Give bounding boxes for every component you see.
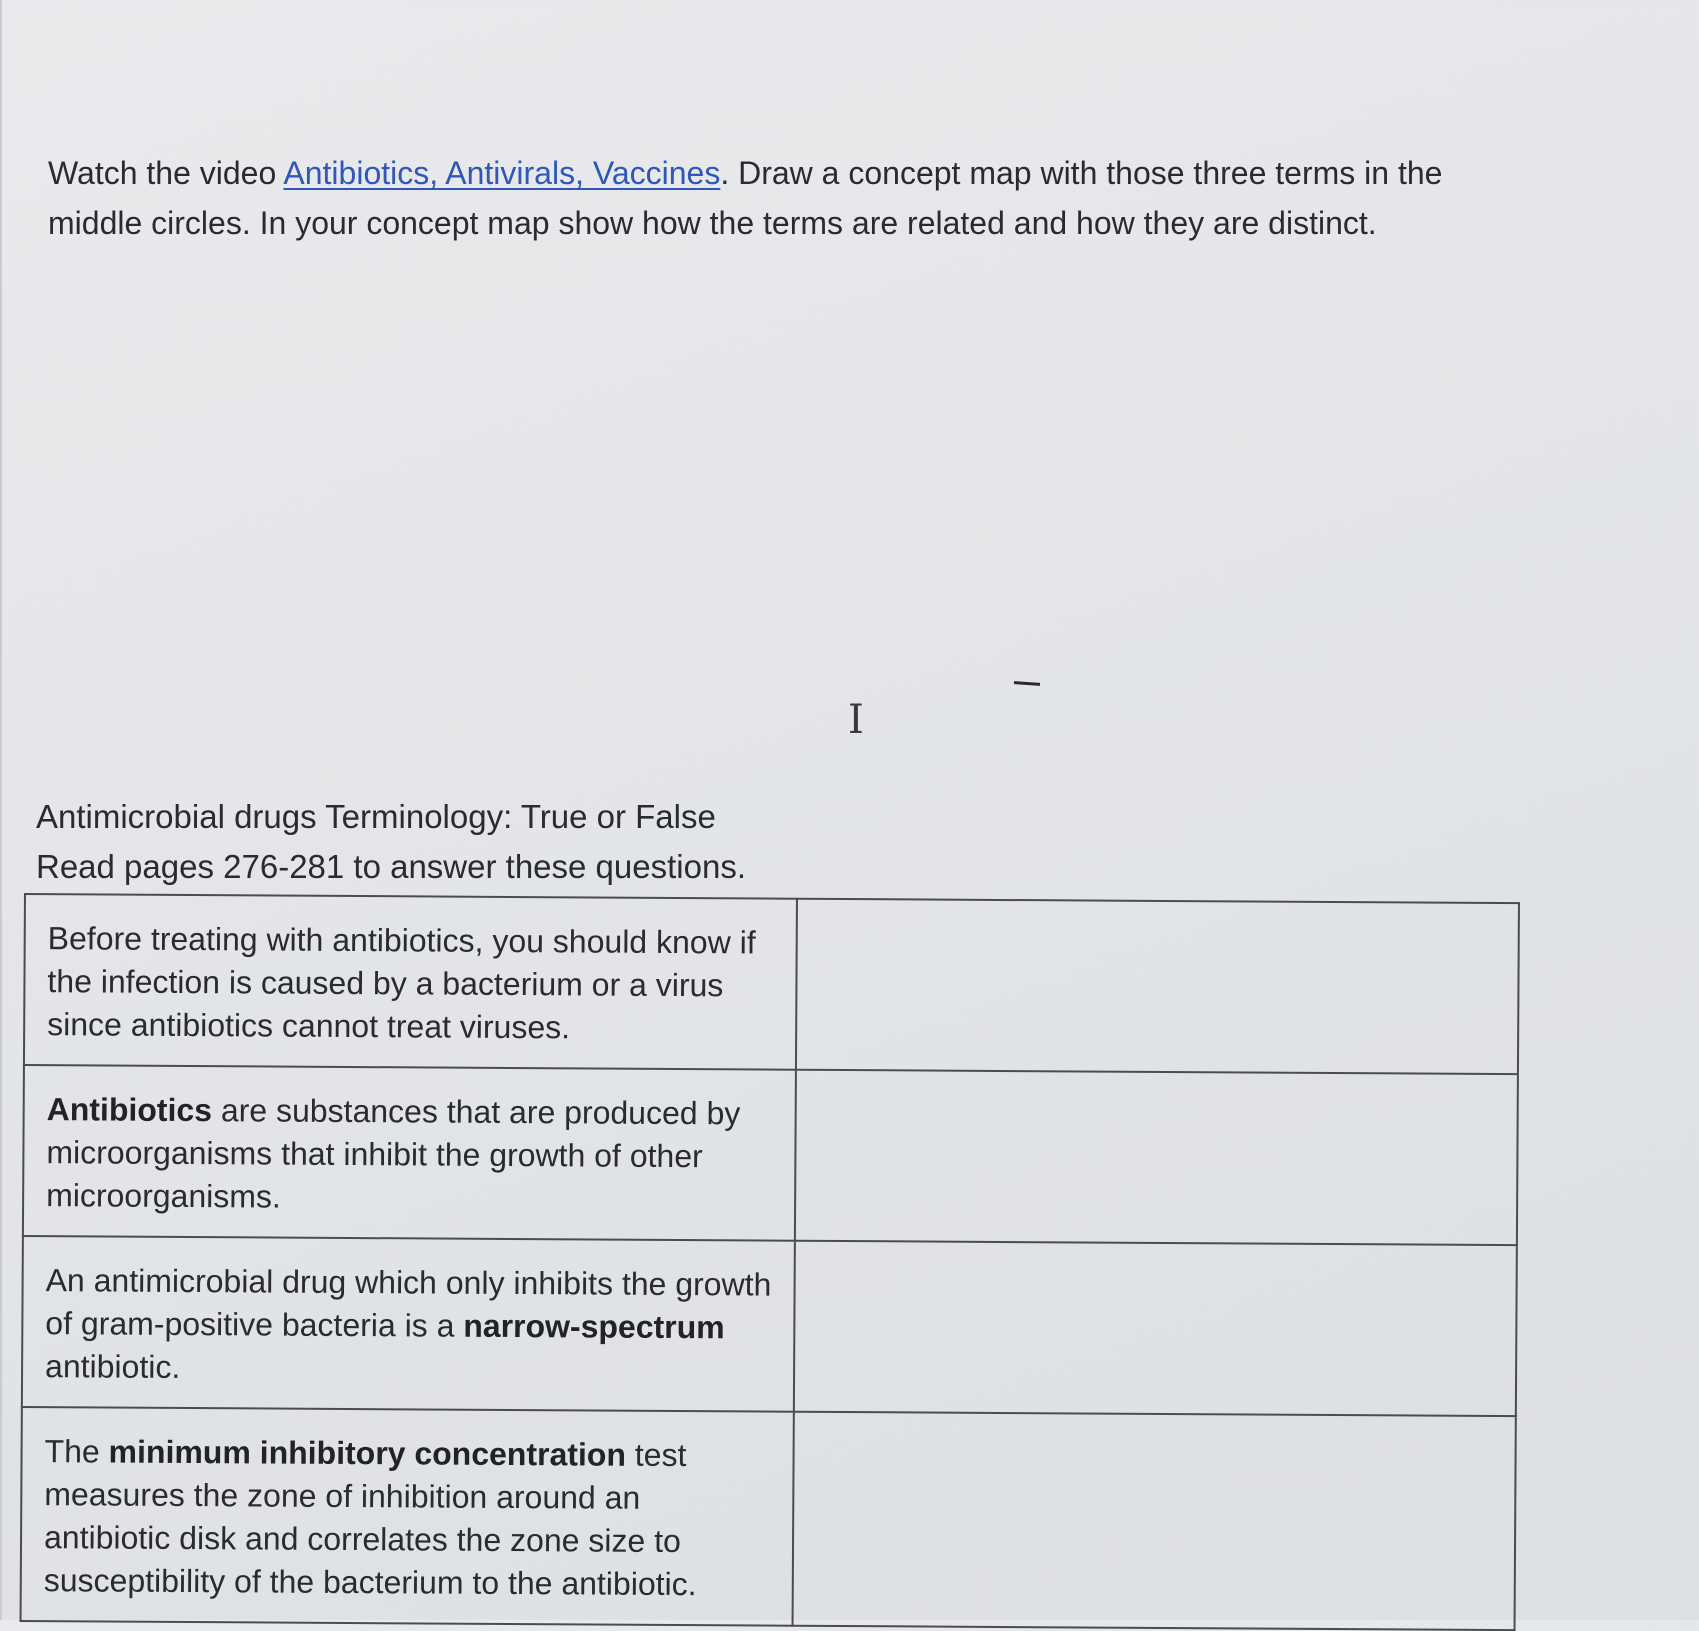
true-false-table [20, 893, 1520, 1631]
section-heading [36, 792, 746, 892]
statement-bold-term: minimum inhibitory concentration [109, 1434, 627, 1473]
answer-cell[interactable] [793, 1412, 1516, 1630]
table-row [21, 1407, 1516, 1630]
statement-bold-term: narrow-spectrum [463, 1308, 725, 1346]
text-cursor-icon: I [848, 700, 864, 740]
answer-cell[interactable] [794, 1241, 1517, 1416]
statement-text-end: test measures the zone of inhibition around an antibiotic disk and correlates the zone size to susceptibility of the bacterium to the antibiotic. [44, 1437, 697, 1602]
statement-text-end: antibiotic. [45, 1348, 180, 1385]
stray-pen-mark [1014, 681, 1040, 686]
statement-cell [21, 1407, 794, 1626]
instructions-prefix: Watch the video [48, 155, 283, 191]
statement-cell [22, 1236, 795, 1412]
statement-text: Before treating with antibiotics, you should know if the infection is caused by a bacterium or a virus since antibiotics cannot treat viruses. [47, 920, 756, 1045]
instructions-paragraph [48, 148, 1488, 248]
table-row [22, 1236, 1517, 1416]
statement-text-end: are substances that are produced by microorganisms that inhibit the growth of other microorganisms. [46, 1092, 740, 1214]
section-subtitle: Read pages 276-281 to answer these questions. [36, 842, 746, 892]
table-row [24, 894, 1519, 1074]
table-row [23, 1065, 1518, 1245]
statement-cell [23, 1065, 796, 1241]
statement-text: An antimicrobial drug which only inhibits the growth of gram-positive bacteria is a [45, 1262, 771, 1344]
section-title: Antimicrobial drugs Terminology: True or False [36, 792, 746, 842]
answer-cell[interactable] [796, 899, 1519, 1074]
statement-bold-term: Antibiotics [47, 1091, 213, 1128]
statement-text: The [44, 1433, 108, 1469]
video-link[interactable]: Antibiotics, Antivirals, Vaccines [283, 155, 720, 191]
answer-cell[interactable] [795, 1070, 1518, 1245]
page-edge [0, 0, 2, 1620]
statement-cell [24, 894, 797, 1070]
instructions-suffix: . Draw a concept map with those three terms in the middle circles. In your concept map show how the terms are related and how they are distinct. [48, 155, 1442, 241]
